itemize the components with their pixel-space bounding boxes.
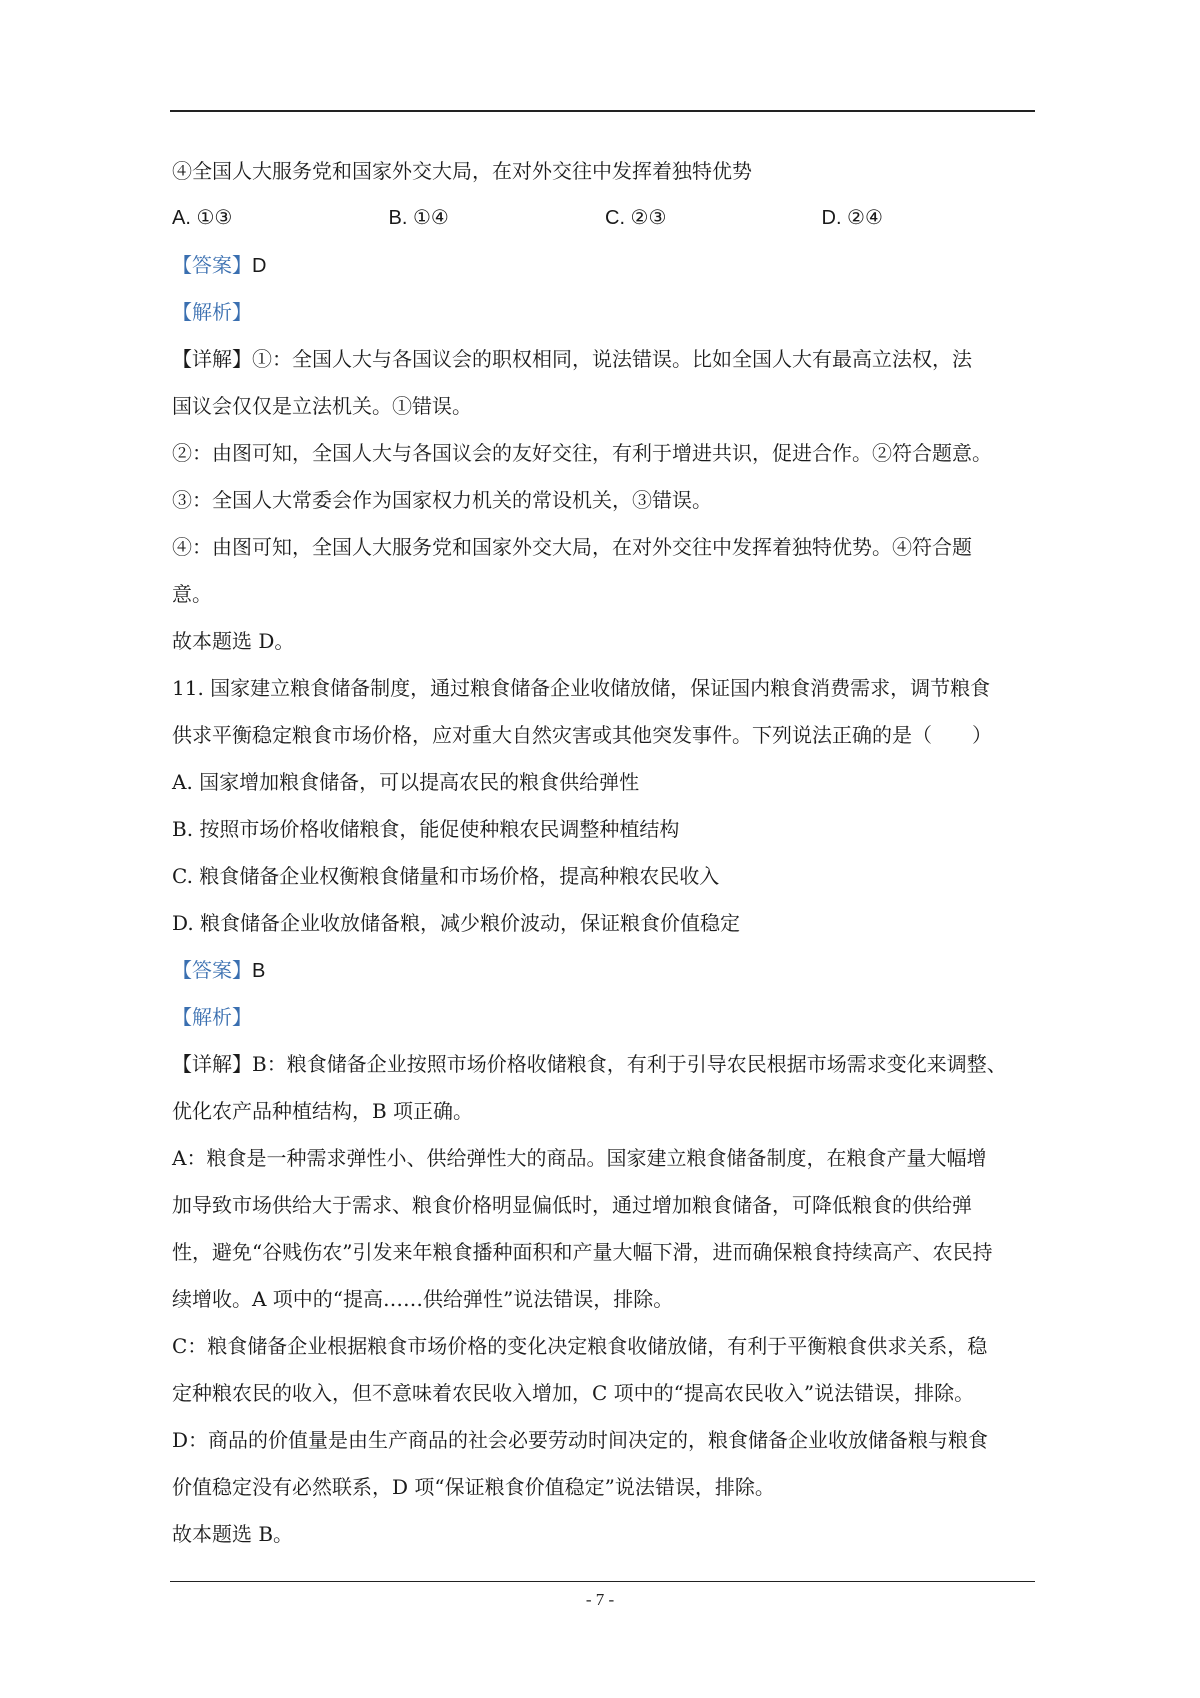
q11-choice-d: D. 粮食储备企业收放储备粮，减少粮价波动，保证粮食价值稳定	[172, 911, 741, 935]
q11-c-line1: C：粮食储备企业根据粮食市场价格的变化决定粮食收储放储，有利于平衡粮食供求关系，稳	[172, 1334, 988, 1358]
q10-answer-value: D	[252, 255, 267, 277]
q10-option-a: A. ①③	[172, 207, 233, 229]
q10-line4: ③：全国人大常委会作为国家权力机关的常设机关，③错误。	[172, 488, 712, 512]
q11-choice-c: C. 粮食储备企业权衡粮食储量和市场价格，提高种粮农民收入	[172, 864, 720, 888]
q11-answer-value: B	[252, 960, 266, 982]
q10-option-d: D. ②④	[821, 207, 883, 229]
q10-answer-label: 【答案】	[172, 253, 252, 277]
q11-choice-b: B. 按照市场价格收储粮食，能促使种粮农民调整种植结构	[172, 817, 680, 841]
q10-option-c: C. ②③	[605, 207, 667, 229]
q10-item4: ④全国人大服务党和国家外交大局，在对外交往中发挥着独特优势	[172, 159, 752, 183]
q11-c-line2: 定种粮农民的收入，但不意味着农民收入增加，C 项中的“提高农民收入”说法错误，排除。	[172, 1381, 975, 1405]
q10-option-b: B. ①④	[388, 207, 449, 229]
q10-line3: ②：由图可知，全国人大与各国议会的友好交往，有利于增进共识，促进合作。②符合题意。	[172, 441, 992, 465]
q10-conclusion: 故本题选 D。	[172, 629, 295, 653]
q11-detail-line1: 【详解】B：粮食储备企业按照市场价格收储粮食，有利于引导农民根据市场需求变化来调整、	[172, 1052, 1007, 1076]
q10-answer	[172, 242, 1038, 289]
page-content	[172, 148, 1038, 1558]
q11-stem-line2: 供求平衡稳定粮食市场价格，应对重大自然灾害或其他突发事件。下列说法正确的是（ ）	[172, 723, 992, 747]
q11-a-line3: 性，避免“谷贱伤农”引发来年粮食播种面积和产量大幅下滑，进而确保粮食持续高产、农民持	[172, 1240, 993, 1264]
footer-rule	[170, 1581, 1035, 1582]
q10-line5: ④：由图可知，全国人大服务党和国家外交大局，在对外交往中发挥着独特优势。④符合题	[172, 535, 972, 559]
q10-detail-line2: 国议会仅仅是立法机关。①错误。	[172, 394, 472, 418]
q11-choice-a: A. 国家增加粮食储备，可以提高农民的粮食供给弹性	[172, 770, 640, 794]
q11-answer-label: 【答案】	[172, 958, 252, 982]
q11-d-line2: 价值稳定没有必然联系，D 项“保证粮食价值稳定”说法错误，排除。	[172, 1475, 775, 1499]
q11-a-line1: A：粮食是一种需求弹性小、供给弹性大的商品。国家建立粮食储备制度，在粮食产量大幅增	[172, 1146, 987, 1170]
q11-conclusion: 故本题选 B。	[172, 1522, 294, 1546]
q11-a-line2: 加导致市场供给大于需求、粮食价格明显偏低时，通过增加粮食储备，可降低粮食的供给弹	[172, 1193, 972, 1217]
q11-answer	[172, 947, 1038, 994]
q11-d-line1: D：商品的价值量是由生产商品的社会必要劳动时间决定的，粮食储备企业收放储备粮与粮食	[172, 1428, 989, 1452]
q10-detail-line1: 【详解】①：全国人大与各国议会的职权相同，说法错误。比如全国人大有最高立法权，法	[172, 347, 972, 371]
q11-analysis-label: 【解析】	[172, 1005, 252, 1029]
q11-stem-line1: 11. 国家建立粮食储备制度，通过粮食储备企业收储放储，保证国内粮食消费需求，调节粮食	[172, 676, 991, 700]
q10-analysis-label: 【解析】	[172, 300, 252, 324]
q10-options	[172, 195, 1038, 242]
q10-line6: 意。	[172, 582, 212, 606]
header-rule	[170, 110, 1035, 112]
q11-a-line4: 续增收。A 项中的“提高……供给弹性”说法错误，排除。	[172, 1287, 674, 1311]
q11-detail-line2: 优化农产品种植结构，B 项正确。	[172, 1099, 474, 1123]
page-number: - 7 -	[585, 1590, 615, 1609]
